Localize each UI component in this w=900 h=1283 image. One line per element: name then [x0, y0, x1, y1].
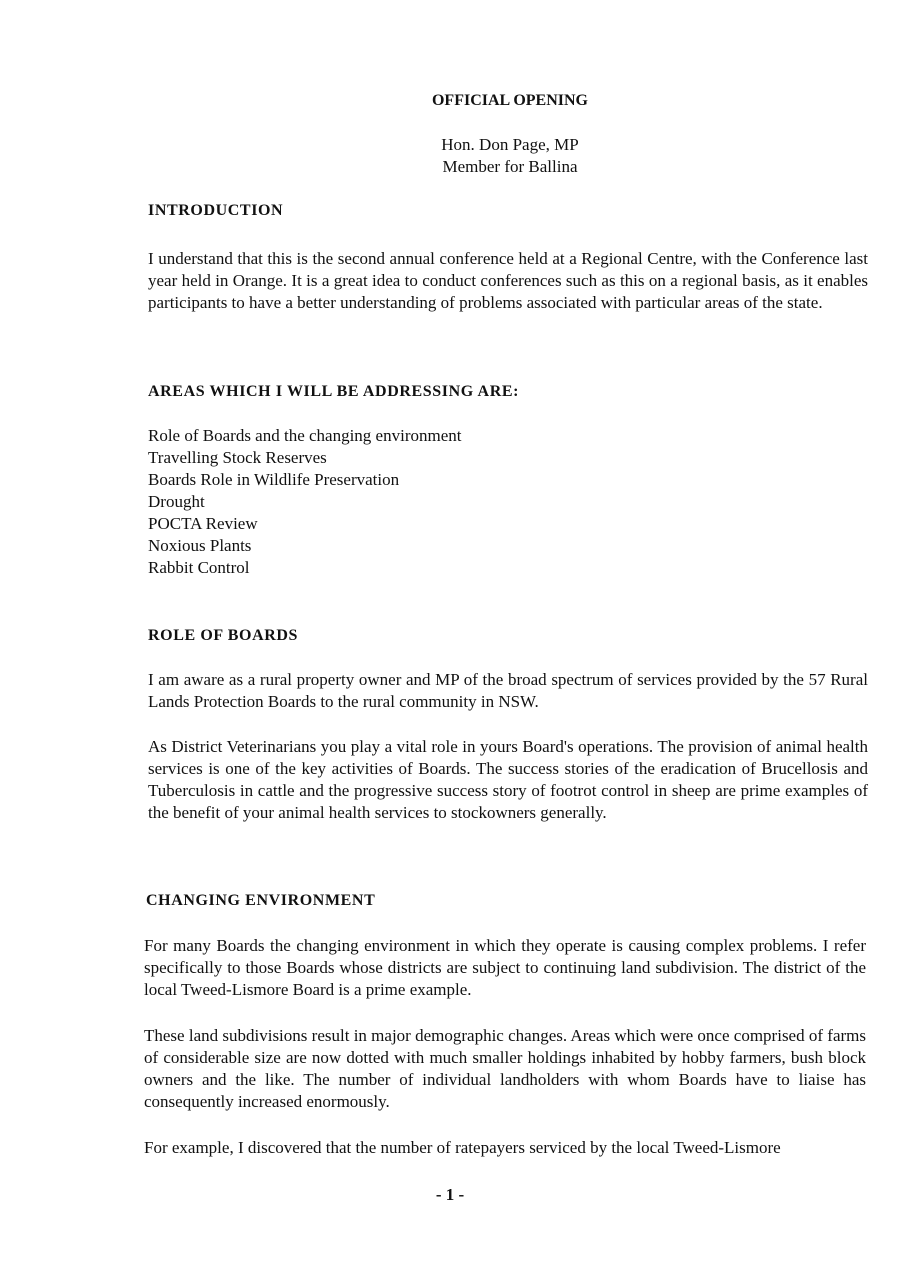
document-title: OFFICIAL OPENING: [431, 92, 588, 109]
list-item: Noxious Plants: [148, 536, 252, 555]
list-item: Drought: [148, 492, 205, 511]
list-item: Rabbit Control: [148, 558, 250, 577]
changing-environment-paragraph-1: For many Boards the changing environment in which they operate is causing complex problems. I refer specifically to those Boards whose districts are subject to continuing land subdivision. The district of the local Tweed-Lismore Board is a prime example.: [144, 936, 866, 999]
section-heading-changing-environment: CHANGING ENVIRONMENT: [146, 892, 376, 909]
section-heading-areas: AREAS WHICH I WILL BE ADDRESSING ARE:: [148, 383, 520, 400]
changing-environment-paragraph-2: These land subdivisions result in major demographic changes. Areas which were once comprised of farms of considerable size are now dotted with much smaller holdings inhabited by hobby farmers, bush block owners and the like. The number of individual landholders with whom Boards have to liaise has consequently increased enormously.: [144, 1026, 866, 1111]
section-heading-role-of-boards: ROLE OF BOARDS: [148, 627, 299, 644]
speaker-name: Hon. Don Page, MP: [441, 135, 579, 154]
role-of-boards-paragraph-2: As District Veterinarians you play a vital role in yours Board's operations. The provision of animal health services is one of the key activities of Boards. The success stories of the eradication of Brucellosis and Tuberculosis in cattle and the progressive success story of footrot control in sheep are prime examples of the benefit of your animal health services to stockowners generally.: [148, 737, 868, 822]
changing-environment-paragraph-3: For example, I discovered that the number of ratepayers serviced by the local Tweed-Lismore: [144, 1138, 781, 1157]
introduction-paragraph: I understand that this is the second annual conference held at a Regional Centre, with the Conference last year held in Orange. It is a great idea to conduct conferences such as this on a regional basis, as it enables participants to have a better understanding of problems associated with particular areas of the state.: [148, 249, 868, 312]
list-item: Travelling Stock Reserves: [148, 448, 327, 467]
page-number: - 1 -: [435, 1185, 465, 1204]
areas-list: [148, 425, 461, 579]
list-item: Role of Boards and the changing environment: [148, 426, 462, 445]
list-item: POCTA Review: [148, 514, 258, 533]
section-heading-introduction: INTRODUCTION: [148, 202, 284, 219]
role-of-boards-paragraph-1: I am aware as a rural property owner and MP of the broad spectrum of services provided by the 57 Rural Lands Protection Boards to the rural community in NSW.: [148, 670, 868, 711]
speaker-block: [310, 134, 710, 178]
speaker-role: Member for Ballina: [442, 157, 578, 176]
list-item: Boards Role in Wildlife Preservation: [148, 470, 400, 489]
